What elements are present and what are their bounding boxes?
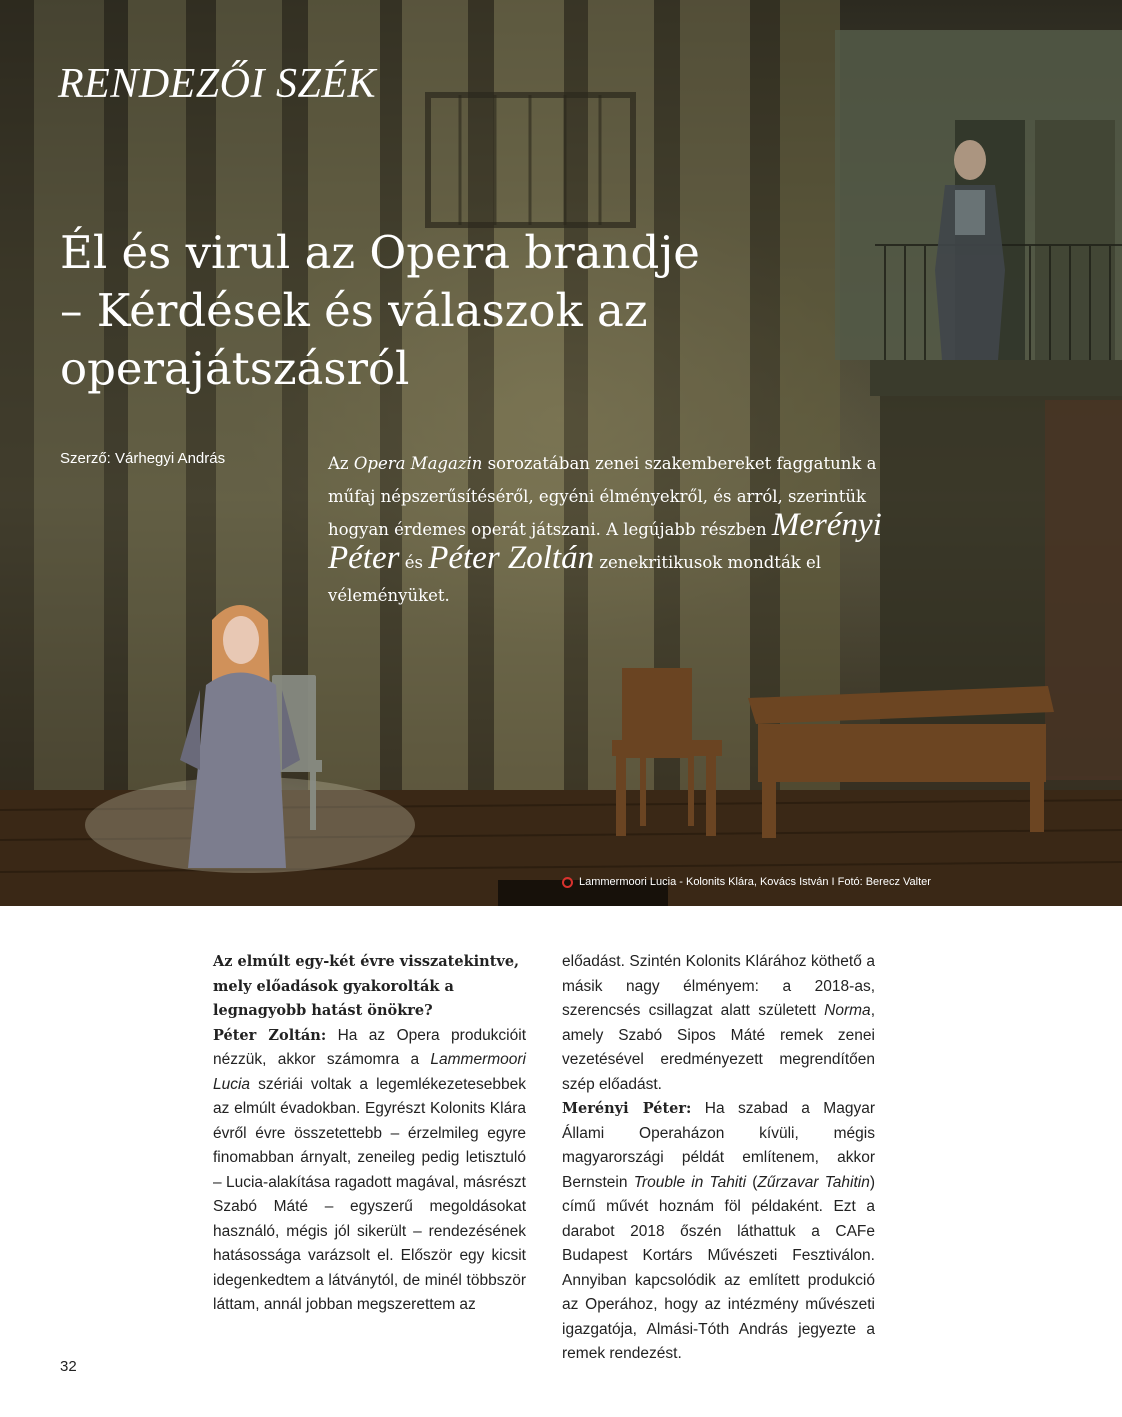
answer1-text-2-continued: előadást. Szintén Kolonits Klárához köthető a másik nagy élményem: a 2018-as, szerencsés csillagzat alatt született xyxy=(562,953,875,1019)
lead-magazine-name: Opera Magazin xyxy=(353,454,483,473)
lead-text-3: és xyxy=(399,553,429,572)
answer1-text-1: Ha az Opera produkcióit nézzük, akkor számomra a xyxy=(213,1026,526,1068)
body-column-left xyxy=(213,950,526,1318)
speaker-peter-zoltan: Péter Zoltán: xyxy=(213,1026,327,1044)
answer-merenyi-peter xyxy=(562,1097,875,1367)
answer1-work-title-2: Norma xyxy=(824,1002,871,1019)
lead-text-1: Az xyxy=(328,454,354,473)
lead-paragraph xyxy=(328,447,888,612)
lead-text-2: sorozatában zenei szakembereket faggatunk a műfaj népszerűsítéséről, egyéni élményekről, és arról, szerintük hogyan érdemes operát játszani. A legújabb részben xyxy=(328,454,877,539)
interview-question: Az elmúlt egy-két évre visszatekintve, mely előadások gyakorolták a legnagyobb hatást önökre? xyxy=(213,953,520,1019)
photo-caption-text: Lammermoori Lucia - Kolonits Klára, Kovács István I Fotó: Berecz Valter xyxy=(579,876,931,888)
speaker-merenyi-peter: Merényi Péter: xyxy=(562,1100,692,1117)
answer2-text-1: Ha szabad a Magyar Állami Operaházon kívüli, mégis magyarországi példát említenem, akkor Bernstein xyxy=(562,1100,875,1191)
answer2-text-2: ( xyxy=(746,1173,758,1191)
answer2-work-title: Trouble in Tahiti xyxy=(633,1173,747,1191)
headline-line-2: – Kérdések és válaszok az xyxy=(60,284,648,337)
caption-ring-icon xyxy=(562,877,573,888)
lead-name-peter: Péter Zoltán xyxy=(428,540,595,576)
answer1-work-title: Lammermoori Lucia xyxy=(213,1051,526,1093)
answer1-text-2: szériái voltak a legemlékezetesebbek az elmúlt évadokban. Egyrészt Kolonits Klára évről évre összetettebb – érzelmileg egyre finomabban árnyalt, zeneileg pedig letisztuló – Lucia-alakítása ragadott magával, másrészt Szabó Máté – egyszerű megoldásokat használó, mégis jól sikerült – rendezésének hatásossága varázsolt el. Először egy kicsit idegenkedtem a látványtól, de minél többször láttam, annál jobban megszerettem az xyxy=(213,1075,526,1313)
answer2-work-title-hu: Zűrzavar Tahitin xyxy=(757,1173,870,1191)
body-column-right xyxy=(562,950,875,1367)
answer1-text-3: , amely Szabó Sipos Máté remek zenei vezetésével eredményezett megrendítően szép előadást. xyxy=(562,1002,875,1093)
page-number: 32 xyxy=(60,1358,77,1375)
answer-peter-zoltan-continued xyxy=(562,950,875,1097)
headline-line-3: operajátszásról xyxy=(60,342,410,395)
photo-caption xyxy=(562,876,931,888)
answer-peter-zoltan xyxy=(213,1024,526,1318)
lead-text-4: zenekritikusok mondták el véleményüket. xyxy=(328,553,822,605)
headline-line-1: Él és virul az Opera brandje xyxy=(60,226,700,279)
article-headline xyxy=(60,224,880,398)
section-kicker: RENDEZŐI SZÉK xyxy=(58,61,377,107)
author-byline: Szerző: Várhegyi András xyxy=(60,450,226,467)
lead-name-merenyi: Merényi Péter xyxy=(328,507,882,576)
answer2-text-3: ) című művét hoznám föl példaként. Ezt a darabot 2018 őszén láthattuk a CAFe Budapest Kortárs Művészeti Fesztiválon. Annyiban kapcsolódik az említett produkció az Operához, hogy az intézmény művészeti igazgatója, Almási-Tóth András jegyezte a remek rendezést. xyxy=(562,1173,876,1362)
